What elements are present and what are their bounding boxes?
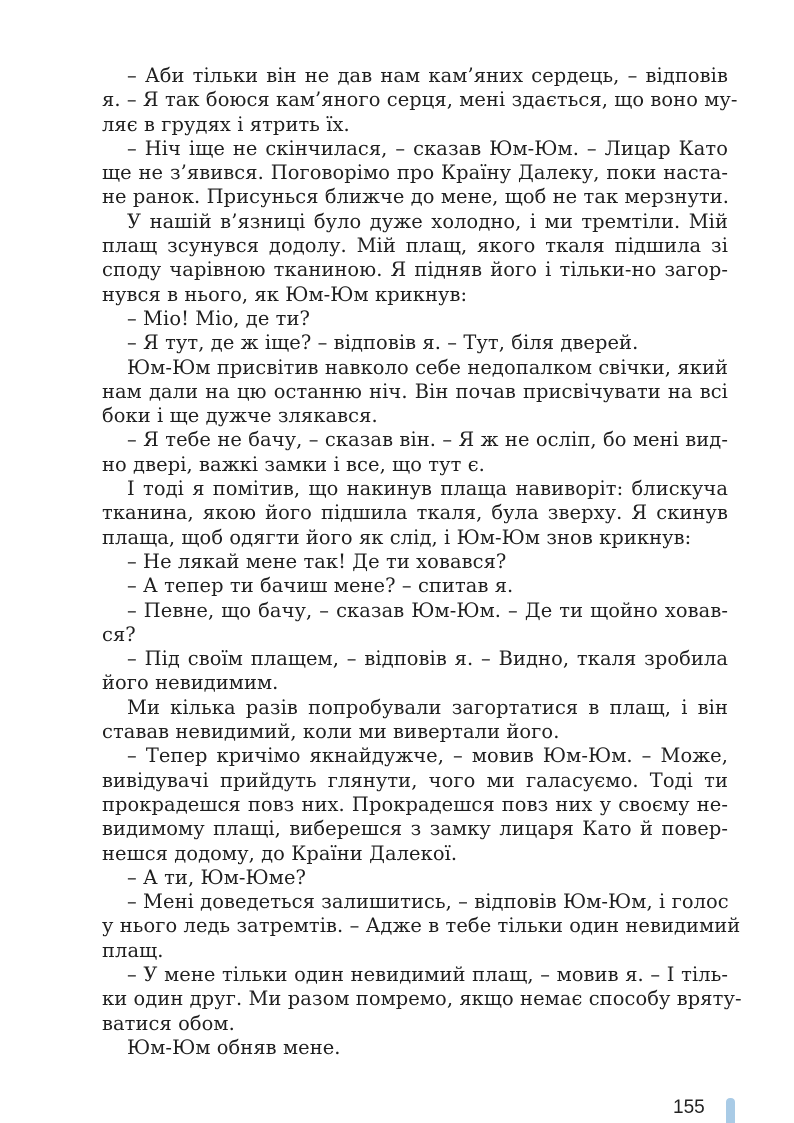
- text-line: у нього ледь затремтів. – Адже в тебе тільки один невидимий: [102, 914, 741, 938]
- paragraph: [102, 356, 728, 429]
- text-line: – Аби тільки він не дав нам кам’яних сердець, – відповів: [127, 64, 728, 87]
- text-line: – А тепер ти бачиш мене? – спитав я.: [127, 574, 514, 598]
- text-line: ватися обом.: [102, 1011, 235, 1035]
- text-line: но двері, важкі замки і все, що тут є.: [102, 452, 485, 476]
- text-line: я. – Я так боюся кам’яного серця, мені здається, що воно му-: [102, 88, 738, 112]
- text-line: його невидимим.: [102, 671, 279, 695]
- paragraph: [102, 477, 728, 550]
- text-line: – Міо! Міо, де ти?: [127, 306, 311, 330]
- text-line: ставав невидимий, коли ми вивертали його.: [102, 720, 560, 744]
- paragraph: [102, 866, 728, 890]
- text-line: плаща, щоб одягти його як слід, і Юм-Юм знов крикнув:: [102, 525, 692, 549]
- paragraph: [102, 1036, 728, 1060]
- paragraph: [102, 137, 728, 210]
- paragraph: [102, 574, 728, 598]
- text-line: – А ти, Юм-Юме?: [127, 865, 307, 889]
- text-line: тканина, якою його підшила ткаля, була зверху. Я скинув: [102, 501, 728, 525]
- text-line: ляє в грудях і ятрить їх.: [102, 112, 350, 136]
- text-line: – У мене тільки один невидимий плащ, – мовив я. – І тіль-: [127, 962, 728, 986]
- text-line: боки і ще дужче злякався.: [102, 404, 378, 428]
- paragraph: [102, 647, 728, 696]
- text-line: Юм-Юм присвітив навколо себе недопалком свічки, який: [127, 355, 728, 379]
- text-line: нам дали на цю останню ніч. Він почав присвічувати на всі: [102, 379, 728, 403]
- text-line: Юм-Юм обняв мене.: [127, 1035, 341, 1059]
- paragraph: [102, 210, 728, 307]
- text-line: прокрадешся повз них. Прокрадешся повз них у своєму не-: [102, 792, 728, 816]
- text-line: У нашій в’язниці було дуже холодно, і ми тремтіли. Мій: [127, 209, 728, 233]
- text-line: – Під своїм плащем, – відповів я. – Видно, ткаля зробила: [127, 647, 728, 671]
- text-line: – Ніч іще не скінчилася, – сказав Юм-Юм. – Лицар Като: [127, 136, 728, 160]
- paragraph: [102, 890, 741, 963]
- paragraph: [102, 550, 728, 574]
- text-line: ще не з’явився. Поговорімо про Країну Далеку, поки наста-: [102, 161, 728, 185]
- text-line: споду чарівною тканиною. Я підняв його і тільки-но загор-: [102, 258, 728, 282]
- text-line: нувся в нього, як Юм-Юм крикнув:: [102, 282, 468, 306]
- text-line: – Певне, що бачу, – сказав Юм-Юм. – Де ти щойно ховав-: [127, 598, 728, 622]
- text-line: нешся додому, до Країни Далекої.: [102, 841, 458, 865]
- paragraph: [102, 696, 728, 745]
- paragraph: [102, 331, 728, 355]
- text-line: І тоді я помітив, що накинув плаща навиворіт: блискуча: [127, 477, 728, 501]
- paragraph: [102, 962, 742, 1036]
- text-line: видимому плащі, виберешся з замку лицаря Като й повер-: [102, 817, 728, 841]
- text-line: Ми кілька разів попробували загортатися в плащ, і він: [127, 695, 728, 719]
- paragraph: [102, 428, 728, 477]
- text-line: – Я тебе не бачу, – сказав він. – Я ж не осліп, бо мені вид-: [127, 428, 728, 452]
- text-line: – Я тут, де ж іще? – відповів я. – Тут, біля дверей.: [127, 331, 639, 355]
- paragraph: [102, 307, 728, 331]
- text-line: плащ.: [102, 938, 164, 962]
- text-line: плащ зсунувся додолу. Мій плащ, якого ткаля підшила зі: [102, 234, 728, 258]
- text-line: – Тепер кричімо якнайдужче, – мовив Юм-Юм. – Може,: [127, 744, 728, 768]
- text-line: не ранок. Присунься ближче до мене, щоб не так мерзнути.: [102, 185, 730, 209]
- page-edge-marker: [726, 1098, 735, 1123]
- story-text: [102, 64, 742, 1060]
- page-number: 155: [673, 1097, 705, 1118]
- text-line: вивідувачі прийдуть глянути, чого ми галасуємо. Тоді ти: [102, 768, 728, 792]
- text-line: ся?: [102, 622, 136, 646]
- paragraph: [102, 64, 738, 137]
- text-line: – Не лякай мене так! Де ти ховався?: [127, 549, 507, 573]
- text-line: – Мені доведеться залишитись, – відповів Юм-Юм, і голос: [127, 890, 729, 914]
- paragraph: [102, 744, 728, 865]
- paragraph: [102, 599, 728, 648]
- text-line: ки один друг. Ми разом помремо, якщо немає способу вряту-: [102, 987, 742, 1011]
